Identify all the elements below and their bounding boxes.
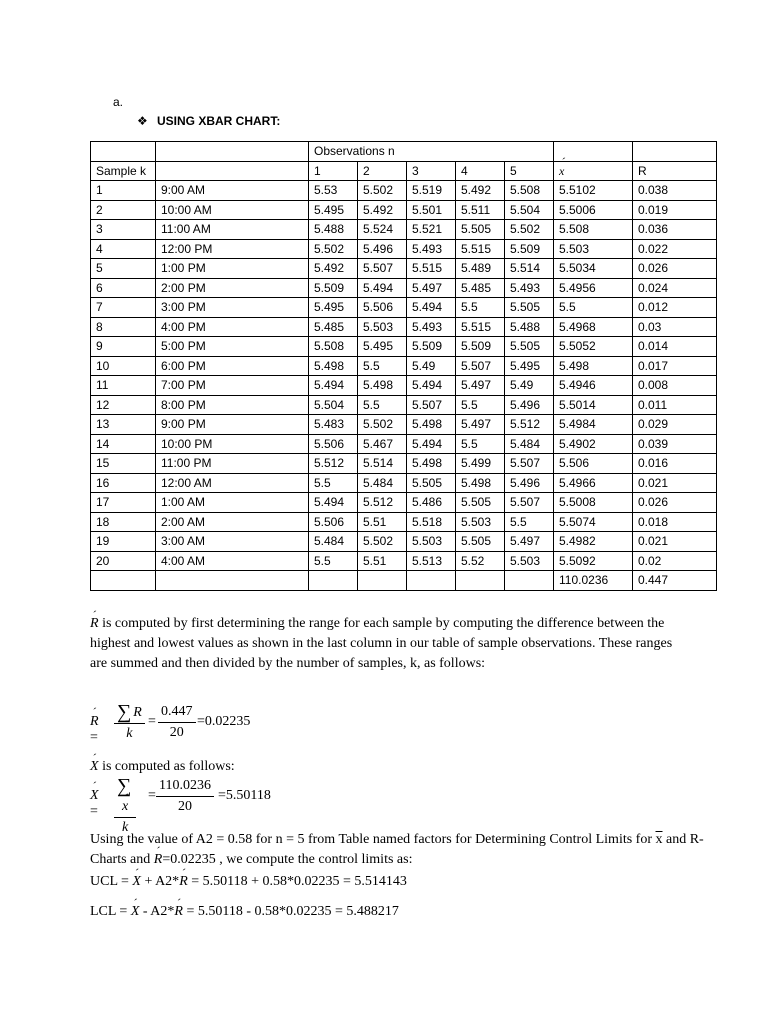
range-cell: 0.018 — [633, 512, 717, 532]
table-row — [91, 512, 717, 532]
obs-cell: 5.497 — [505, 532, 554, 552]
sample-cell: 17 — [91, 493, 156, 513]
obs-cell: 5.498 — [456, 473, 505, 493]
table-row — [91, 220, 717, 240]
table-row — [91, 376, 717, 396]
sample-cell: 3 — [91, 220, 156, 240]
sigma-icon: ∑ — [117, 775, 132, 797]
xbar-total-cell: 110.0236 — [554, 571, 633, 591]
obs-cell: 5.514 — [358, 454, 407, 474]
paragraph-r-text: is computed by first determining the range for each sample by computing the difference between the highest and lowest values as shown in the last column in our table of sample observations. These ranges are summed and then divided by the number of samples, k, as follows: — [90, 616, 673, 671]
xbar-cell: 5.4982 — [554, 532, 633, 552]
obs-cell: 5.49 — [407, 356, 456, 376]
table-row — [91, 337, 717, 357]
empty-cell — [91, 142, 156, 162]
sum-r-over-k-fraction: $\frac{\sum R}{k}$ — [114, 702, 145, 744]
obs-cell: 5.53 — [309, 181, 358, 201]
range-cell: 0.017 — [633, 356, 717, 376]
obs-cell: 5.505 — [456, 493, 505, 513]
xbar-cell: 5.4946 — [554, 376, 633, 396]
xbar-intro-line: ´ X is computed as follows: — [90, 757, 235, 777]
xbar-cell: 5.4956 — [554, 278, 633, 298]
range-cell: 0.038 — [633, 181, 717, 201]
empty-cell — [554, 142, 633, 162]
obs-cell: 5.488 — [309, 220, 358, 240]
obs-cell: 5.511 — [456, 200, 505, 220]
xbar-cell: 5.5102 — [554, 181, 633, 201]
obs-cell: 5.498 — [407, 454, 456, 474]
obs-cell: 5.496 — [505, 473, 554, 493]
xbar-cell: 5.5006 — [554, 200, 633, 220]
obs-cell: 5.495 — [309, 200, 358, 220]
time-cell: 4:00 AM — [156, 551, 309, 571]
table-header-row — [91, 161, 717, 181]
table-total-row — [91, 571, 717, 591]
xbar-cell: 5.5014 — [554, 395, 633, 415]
x-bar-symbol: ´ X — [90, 757, 99, 777]
obs-cell: 5.5 — [456, 434, 505, 454]
empty-cell — [156, 161, 309, 181]
sample-cell: 12 — [91, 395, 156, 415]
table-row — [91, 278, 717, 298]
obs-cell: 5.483 — [309, 415, 358, 435]
paragraph-r-explanation — [90, 614, 690, 674]
table-row — [91, 298, 717, 318]
obs-cell: 5.512 — [358, 493, 407, 513]
obs-cell: 5.509 — [407, 337, 456, 357]
time-cell: 10:00 AM — [156, 200, 309, 220]
r-bar-symbol: ´ R — [179, 872, 188, 892]
range-cell: 0.012 — [633, 298, 717, 318]
xbar-cell: 5.4968 — [554, 317, 633, 337]
obs-cell: 5.508 — [309, 337, 358, 357]
range-cell: 0.022 — [633, 239, 717, 259]
xbar-cell: 5.5 — [554, 298, 633, 318]
x-bar-symbol: ´ X — [90, 788, 99, 804]
lcl-value: = 5.50118 - 0.58*0.02235 = 5.488217 — [182, 904, 399, 919]
range-cell: 0.02 — [633, 551, 717, 571]
range-cell: 0.021 — [633, 532, 717, 552]
time-cell: 10:00 PM — [156, 434, 309, 454]
r-bar-symbol: ´ R — [90, 714, 99, 730]
time-cell: 6:00 PM — [156, 356, 309, 376]
obs-cell: 5.515 — [407, 259, 456, 279]
sample-cell: 18 — [91, 512, 156, 532]
obs-cell: 5.51 — [358, 551, 407, 571]
obs-cell: 5.496 — [358, 239, 407, 259]
obs-cell: 5.484 — [358, 473, 407, 493]
sum-x-over-k-fraction: $\frac{\sum´ x}{k}$ — [114, 776, 136, 838]
lcl-line: LCL = ´ X - A2*´ R = 5.50118 - 0.58*0.02235 = 5.488217 — [90, 902, 399, 922]
obs-cell: 5.502 — [358, 181, 407, 201]
x-overbar-symbol: $\overline{x}$ — [655, 832, 663, 847]
obs-col-header: 3 — [407, 161, 456, 181]
obs-cell: 5.513 — [407, 551, 456, 571]
obs-col-header: 4 — [456, 161, 505, 181]
sample-cell: 16 — [91, 473, 156, 493]
ucl-line: UCL = ´ X + A2*´ R = 5.50118 + 0.58*0.02235 = 5.514143 — [90, 872, 407, 892]
obs-cell: 5.512 — [505, 415, 554, 435]
obs-cell: 5.502 — [358, 415, 407, 435]
table-row — [91, 415, 717, 435]
r-bar-symbol: ´ R — [90, 614, 99, 634]
obs-cell: 5.509 — [505, 239, 554, 259]
obs-cell: 5.497 — [456, 376, 505, 396]
range-cell: 0.026 — [633, 259, 717, 279]
obs-cell: 5.494 — [309, 493, 358, 513]
paragraph-control-limits: Using the value of A2 = 0.58 for n = 5 from Table named factors for Determining Control Limits for $\overline{x}$ and R-Charts and ´ R=0.02235 , we compute the control limits as: — [90, 830, 730, 870]
section-heading-text: USING XBAR CHART: — [157, 114, 281, 128]
range-cell: 0.024 — [633, 278, 717, 298]
obs-cell: 5.508 — [505, 181, 554, 201]
time-cell: 3:00 PM — [156, 298, 309, 318]
ucl-value: = 5.50118 + 0.58*0.02235 = 5.514143 — [187, 874, 407, 889]
sample-cell: 15 — [91, 454, 156, 474]
obs-cell: 5.493 — [505, 278, 554, 298]
sample-cell: 19 — [91, 532, 156, 552]
time-cell: 9:00 PM — [156, 415, 309, 435]
obs-cell: 5.494 — [358, 278, 407, 298]
obs-cell: 5.493 — [407, 317, 456, 337]
table-row — [91, 181, 717, 201]
r-bar-symbol: ´ R — [174, 902, 183, 922]
table-row — [91, 200, 717, 220]
range-cell: 0.016 — [633, 454, 717, 474]
obs-col-header: 1 — [309, 161, 358, 181]
obs-cell: 5.502 — [309, 239, 358, 259]
sample-cell: 20 — [91, 551, 156, 571]
obs-cell: 5.494 — [309, 376, 358, 396]
table-row — [91, 239, 717, 259]
xbar-cell: 5.4966 — [554, 473, 633, 493]
obs-cell: 5.495 — [358, 337, 407, 357]
sample-cell: 4 — [91, 239, 156, 259]
range-cell: 0.036 — [633, 220, 717, 240]
time-cell: 5:00 PM — [156, 337, 309, 357]
x-value-fraction: $\frac{110.0236}{20}$ — [156, 776, 214, 817]
time-cell: 11:00 AM — [156, 220, 309, 240]
obs-cell: 5.499 — [456, 454, 505, 474]
time-cell: 7:00 PM — [156, 376, 309, 396]
obs-cell: 5.507 — [456, 356, 505, 376]
table-row — [91, 532, 717, 552]
x-bar-symbol: ´ X — [131, 902, 140, 922]
obs-cell: 5.492 — [358, 200, 407, 220]
time-cell: 1:00 PM — [156, 259, 309, 279]
sample-cell: 5 — [91, 259, 156, 279]
obs-cell: 5.485 — [309, 317, 358, 337]
part-label: a. — [113, 95, 124, 109]
xbar-cell: 5.506 — [554, 454, 633, 474]
sample-cell: 9 — [91, 337, 156, 357]
obs-cell: 5.494 — [407, 298, 456, 318]
obs-cell: 5.498 — [407, 415, 456, 435]
time-cell: 12:00 AM — [156, 473, 309, 493]
table-row — [91, 493, 717, 513]
range-total-cell: 0.447 — [633, 571, 717, 591]
obs-cell: 5.501 — [407, 200, 456, 220]
r-value-fraction: $\frac{0.447}{20}$ — [158, 702, 196, 743]
time-cell: 2:00 AM — [156, 512, 309, 532]
obs-cell: 5.467 — [358, 434, 407, 454]
obs-cell: 5.505 — [407, 473, 456, 493]
table-row — [91, 356, 717, 376]
sample-cell: 14 — [91, 434, 156, 454]
obs-cell: 5.504 — [309, 395, 358, 415]
sample-cell: 10 — [91, 356, 156, 376]
obs-cell: 5.498 — [309, 356, 358, 376]
sample-cell: 7 — [91, 298, 156, 318]
obs-cell: 5.484 — [309, 532, 358, 552]
obs-cell: 5.51 — [358, 512, 407, 532]
table-row — [91, 317, 717, 337]
obs-cell: 5.492 — [456, 181, 505, 201]
table-row — [91, 551, 717, 571]
obs-cell: 5.502 — [505, 220, 554, 240]
xbar-cell: 5.4984 — [554, 415, 633, 435]
range-cell: 0.019 — [633, 200, 717, 220]
range-cell: 0.03 — [633, 317, 717, 337]
obs-cell: 5.506 — [309, 512, 358, 532]
obs-cell: 5.514 — [505, 259, 554, 279]
xbar-cell: 5.4902 — [554, 434, 633, 454]
sample-cell: 6 — [91, 278, 156, 298]
obs-cell: 5.506 — [358, 298, 407, 318]
range-cell: 0.039 — [633, 434, 717, 454]
table-row — [91, 454, 717, 474]
xbar-cell: 5.5034 — [554, 259, 633, 279]
obs-cell: 5.504 — [505, 200, 554, 220]
obs-cell: 5.509 — [456, 337, 505, 357]
obs-cell: 5.5 — [309, 551, 358, 571]
obs-cell: 5.489 — [456, 259, 505, 279]
time-cell: 12:00 PM — [156, 239, 309, 259]
obs-cell: 5.49 — [505, 376, 554, 396]
obs-cell: 5.492 — [309, 259, 358, 279]
time-cell: 8:00 PM — [156, 395, 309, 415]
obs-cell: 5.503 — [456, 512, 505, 532]
table-row — [91, 395, 717, 415]
table-row — [91, 473, 717, 493]
section-heading — [137, 114, 280, 128]
obs-cell: 5.512 — [309, 454, 358, 474]
obs-cell: 5.5 — [358, 356, 407, 376]
time-cell: 4:00 PM — [156, 317, 309, 337]
obs-cell: 5.505 — [505, 298, 554, 318]
sample-k-header: Sample k — [91, 161, 156, 181]
obs-cell: 5.495 — [309, 298, 358, 318]
x-bar-symbol: ´ X — [132, 872, 141, 892]
xbar-cell: 5.508 — [554, 220, 633, 240]
xbar-cell: 5.5092 — [554, 551, 633, 571]
obs-cell: 5.507 — [407, 395, 456, 415]
empty-cell — [505, 571, 554, 591]
obs-cell: 5.506 — [309, 434, 358, 454]
r-bar-result: =0.02235 — [197, 714, 251, 729]
obs-cell: 5.503 — [505, 551, 554, 571]
obs-cell: 5.505 — [505, 337, 554, 357]
range-cell: 0.008 — [633, 376, 717, 396]
obs-cell: 5.496 — [505, 395, 554, 415]
obs-cell: 5.524 — [358, 220, 407, 240]
obs-cell: 5.503 — [358, 317, 407, 337]
observations-table — [90, 141, 717, 591]
obs-cell: 5.486 — [407, 493, 456, 513]
obs-cell: 5.485 — [456, 278, 505, 298]
xbar-col-header: ´ x — [554, 161, 633, 181]
obs-cell: 5.507 — [505, 493, 554, 513]
xbar-cell: 5.503 — [554, 239, 633, 259]
sample-cell: 8 — [91, 317, 156, 337]
xbar-cell: 5.5008 — [554, 493, 633, 513]
empty-cell — [633, 142, 717, 162]
table-row — [91, 434, 717, 454]
xbar-cell: 5.5052 — [554, 337, 633, 357]
obs-cell: 5.507 — [505, 454, 554, 474]
obs-cell: 5.495 — [505, 356, 554, 376]
empty-cell — [91, 571, 156, 591]
r-col-header: R — [633, 161, 717, 181]
obs-cell: 5.5 — [358, 395, 407, 415]
table-row — [91, 259, 717, 279]
sigma-icon: ∑ — [117, 701, 132, 723]
time-cell: 9:00 AM — [156, 181, 309, 201]
obs-cell: 5.497 — [407, 278, 456, 298]
xbar-cell: 5.5074 — [554, 512, 633, 532]
range-cell: 0.011 — [633, 395, 717, 415]
obs-cell: 5.5 — [456, 395, 505, 415]
obs-cell: 5.5 — [505, 512, 554, 532]
empty-cell — [407, 571, 456, 591]
empty-cell — [156, 142, 309, 162]
empty-cell — [456, 571, 505, 591]
obs-cell: 5.505 — [456, 220, 505, 240]
sample-cell: 13 — [91, 415, 156, 435]
sample-cell: 11 — [91, 376, 156, 396]
time-cell: 2:00 PM — [156, 278, 309, 298]
obs-cell: 5.507 — [358, 259, 407, 279]
obs-cell: 5.509 — [309, 278, 358, 298]
obs-cell: 5.505 — [456, 532, 505, 552]
obs-cell: 5.498 — [358, 376, 407, 396]
empty-cell — [309, 571, 358, 591]
obs-cell: 5.521 — [407, 220, 456, 240]
obs-cell: 5.497 — [456, 415, 505, 435]
obs-cell: 5.515 — [456, 239, 505, 259]
obs-cell: 5.5 — [309, 473, 358, 493]
observations-group-header: Observations n — [309, 142, 554, 162]
range-cell: 0.014 — [633, 337, 717, 357]
obs-cell: 5.494 — [407, 434, 456, 454]
range-cell: 0.021 — [633, 473, 717, 493]
obs-cell: 5.515 — [456, 317, 505, 337]
time-cell: 3:00 AM — [156, 532, 309, 552]
x-bar-result: =5.50118 — [218, 788, 271, 803]
obs-cell: 5.518 — [407, 512, 456, 532]
xbar-cell: 5.498 — [554, 356, 633, 376]
obs-cell: 5.493 — [407, 239, 456, 259]
obs-cell: 5.494 — [407, 376, 456, 396]
obs-cell: 5.52 — [456, 551, 505, 571]
range-cell: 0.029 — [633, 415, 717, 435]
sample-cell: 1 — [91, 181, 156, 201]
empty-cell — [358, 571, 407, 591]
time-cell: 1:00 AM — [156, 493, 309, 513]
obs-cell: 5.488 — [505, 317, 554, 337]
obs-cell: 5.519 — [407, 181, 456, 201]
sample-cell: 2 — [91, 200, 156, 220]
obs-cell: 5.503 — [407, 532, 456, 552]
diamond-bullet-icon: ❖ — [137, 114, 148, 128]
obs-cell: 5.5 — [456, 298, 505, 318]
r-bar-symbol: ´ R — [154, 850, 163, 870]
obs-col-header: 2 — [358, 161, 407, 181]
empty-cell — [156, 571, 309, 591]
table-group-header-row — [91, 142, 717, 162]
obs-cell: 5.502 — [358, 532, 407, 552]
obs-col-header: 5 — [505, 161, 554, 181]
time-cell: 11:00 PM — [156, 454, 309, 474]
range-cell: 0.026 — [633, 493, 717, 513]
obs-cell: 5.484 — [505, 434, 554, 454]
